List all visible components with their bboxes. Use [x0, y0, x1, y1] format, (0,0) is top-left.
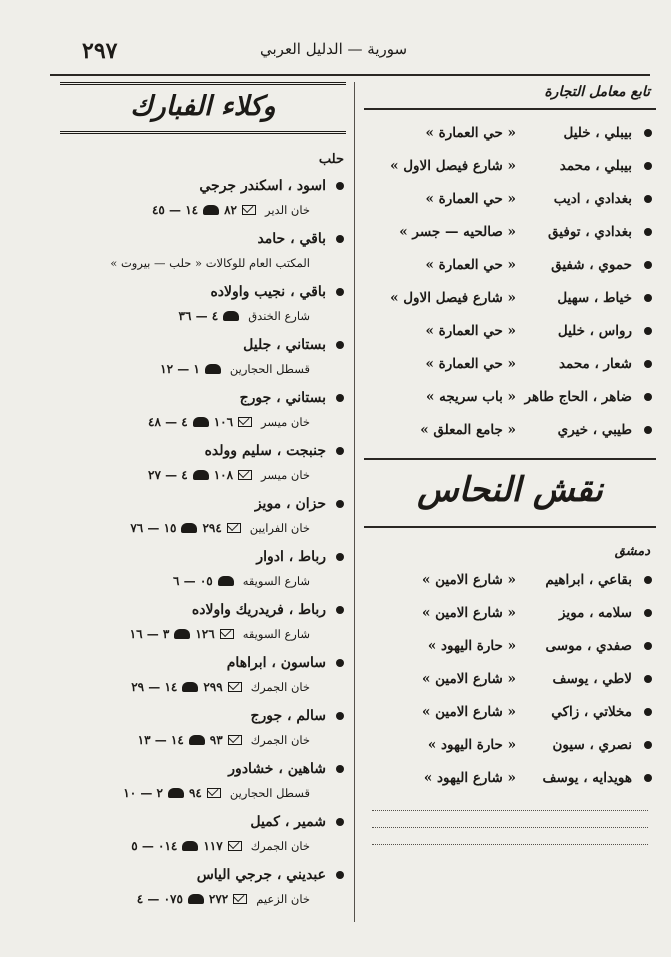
agent-detail-row	[60, 305, 346, 327]
entry-address: « شارع فيصل الاول »	[390, 289, 516, 306]
bullet-icon	[336, 606, 344, 614]
right-column	[364, 80, 656, 845]
phone-number: ٠٧٥ — ٤	[136, 892, 183, 906]
bullet-icon	[644, 774, 652, 782]
agent-name-row	[60, 225, 346, 252]
agent-name-row	[60, 702, 346, 729]
list-item	[364, 248, 656, 281]
entry-address: « شارع الامين »	[421, 571, 516, 588]
agent-detail-row	[60, 411, 346, 433]
po-box-number: ١٠٨	[213, 468, 234, 482]
agent-detail-row	[60, 782, 346, 804]
agent-address: خان الجمرك	[250, 839, 310, 853]
agent-address: شارع الخندق	[248, 309, 310, 323]
agent-address: قسطل الحجارين	[229, 362, 310, 376]
agent-address: المكتب العام للوكالات « حلب — بيروت »	[110, 256, 310, 270]
bullet-icon	[336, 394, 344, 402]
phone-icon	[181, 523, 197, 533]
list-item	[364, 662, 656, 695]
city-label-damascus: دمشق	[614, 544, 650, 559]
agent-entry	[60, 649, 346, 702]
agent-entry	[60, 384, 346, 437]
entry-name: لاطي ، يوسف	[552, 670, 632, 687]
list-item	[364, 728, 656, 761]
phone-number: ٤ — ٣٦	[178, 309, 219, 323]
section-rule	[364, 458, 656, 460]
phone-icon	[182, 682, 198, 692]
po-box-icon	[227, 523, 241, 533]
po-box-icon	[242, 205, 256, 215]
po-box-number: ١٢٦	[195, 627, 215, 641]
phone-number: ١٤ — ١٣	[137, 733, 184, 747]
list-item	[364, 629, 656, 662]
agent-name-row	[60, 278, 346, 305]
bullet-icon	[644, 642, 652, 650]
phone-number: ٤ — ٢٧	[148, 468, 188, 482]
entry-name: بغدادي ، توفيق	[548, 223, 632, 240]
entry-address: « صالحيه — جسر »	[399, 223, 516, 240]
agent-name: بستاني ، جليل	[243, 336, 326, 353]
entry-name: هويدايه ، يوسف	[542, 769, 632, 786]
list-item	[364, 761, 656, 794]
list-item	[364, 347, 656, 380]
entry-address: « جامع المعلق »	[420, 421, 516, 438]
po-box-number: ٨٢	[224, 203, 237, 217]
left-column	[60, 82, 346, 914]
bullet-icon	[336, 553, 344, 561]
bullet-icon	[336, 235, 344, 243]
list-item	[364, 380, 656, 413]
phone-icon	[218, 576, 234, 586]
bullet-icon	[336, 818, 344, 826]
dotted-line	[372, 827, 648, 828]
entry-name: نصري ، سيون	[552, 736, 632, 753]
list-item	[364, 215, 656, 248]
phone-icon	[223, 311, 239, 321]
bullet-icon	[644, 327, 652, 335]
agent-entry	[60, 755, 346, 808]
agent-name: رباط ، فريدريك واولاده	[191, 601, 326, 618]
section-title-copper-engraving: نقش النحاس	[417, 470, 603, 510]
agent-name: عبديني ، جرجي الياس	[196, 866, 326, 883]
list-item	[364, 695, 656, 728]
bullet-icon	[644, 675, 652, 683]
bullet-icon	[336, 288, 344, 296]
bullet-icon	[336, 500, 344, 508]
list-item	[364, 116, 656, 149]
entry-address: « شارع الامين »	[421, 703, 516, 720]
agent-address: خان الجمرك	[250, 733, 310, 747]
po-box-number: ٢٧٢	[208, 892, 229, 906]
agent-name: سالم ، جورج	[250, 707, 326, 724]
phone-number: ١ — ١٢	[160, 362, 200, 376]
entry-name: خياط ، سهيل	[557, 289, 632, 306]
list-item	[364, 314, 656, 347]
entry-name: مخلاتي ، زاكي	[551, 703, 632, 720]
page-header	[60, 38, 650, 68]
po-box-number: ٢٩٩	[203, 680, 223, 694]
list-item	[364, 182, 656, 215]
agent-entry	[60, 596, 346, 649]
po-box-icon	[238, 417, 252, 427]
heading-rule	[364, 108, 656, 110]
agent-entry	[60, 331, 346, 384]
bullet-icon	[644, 360, 652, 368]
agent-name: ساسون ، ابراهام	[226, 654, 326, 671]
bullet-icon	[336, 447, 344, 455]
po-box-icon	[228, 841, 242, 851]
entry-name: ضاهر ، الحاج طاهر	[524, 388, 632, 405]
agent-entry	[60, 543, 346, 596]
phone-icon	[174, 629, 190, 639]
running-title: سورية — الدليل العربي	[260, 40, 408, 58]
bullet-icon	[644, 708, 652, 716]
entry-name: صفدي ، موسى	[545, 637, 632, 654]
phone-number: ١٤ — ٤٥	[151, 203, 199, 217]
agent-entry	[60, 808, 346, 861]
agent-detail-row	[60, 252, 346, 274]
agent-entry	[60, 702, 346, 755]
agent-name: باقي ، نجيب واولاده	[210, 283, 326, 300]
bullet-icon	[644, 294, 652, 302]
bullet-icon	[644, 609, 652, 617]
agent-detail-row	[60, 888, 346, 910]
agent-entry	[60, 490, 346, 543]
agent-address: شارع السويقه	[242, 574, 310, 588]
entry-address: « شارع الامين »	[421, 604, 516, 621]
city-label-aleppo: حلب	[318, 152, 344, 167]
bullet-icon	[336, 659, 344, 667]
phone-icon	[168, 788, 184, 798]
phone-icon	[182, 841, 198, 851]
list-item	[364, 413, 656, 446]
agent-name-row	[60, 808, 346, 835]
bullet-icon	[644, 741, 652, 749]
list-item	[364, 596, 656, 629]
phone-number: ١٥ — ٧٦	[130, 521, 177, 535]
agent-name: باقي ، حامد	[257, 230, 326, 247]
bullet-icon	[336, 712, 344, 720]
bullet-icon	[644, 426, 652, 434]
po-box-icon	[228, 682, 242, 692]
po-box-number: ٩٣	[209, 733, 223, 747]
agent-name: حزان ، مويز	[254, 495, 326, 512]
entry-address: « حارة اليهود »	[427, 736, 516, 753]
phone-icon	[188, 894, 204, 904]
entry-name: حموي ، شفيق	[551, 256, 632, 273]
agent-address: خان الفرايين	[249, 521, 310, 535]
bullet-icon	[336, 341, 344, 349]
po-box-icon	[228, 735, 242, 745]
po-box-number: ١١٧	[203, 839, 223, 853]
phone-icon	[193, 417, 209, 427]
agent-name-row	[60, 331, 346, 358]
po-box-icon	[220, 629, 234, 639]
bullet-icon	[644, 576, 652, 584]
entry-address: « شارع اليهود »	[423, 769, 516, 786]
bullet-icon	[336, 182, 344, 190]
agent-name-row	[60, 490, 346, 517]
agent-name: اسود ، اسكندر جرجي	[199, 177, 326, 194]
entry-address: « باب سريجه »	[425, 388, 516, 405]
list-item	[364, 563, 656, 596]
agent-name-row	[60, 755, 346, 782]
entry-address: « حي العمارة »	[425, 190, 516, 207]
entry-name: بيبلي ، خليل	[563, 124, 632, 141]
phone-number: ٤ — ٤٨	[148, 415, 188, 429]
phone-icon	[203, 205, 219, 215]
agent-entry	[60, 225, 346, 278]
agent-address: خان الزعيم	[256, 892, 310, 906]
entry-address: « حارة اليهود »	[427, 637, 516, 654]
agent-detail-row	[60, 517, 346, 539]
entry-name: شعار ، محمد	[558, 355, 632, 372]
agent-name-row	[60, 543, 346, 570]
agent-name: بستاني ، جورج	[239, 389, 326, 406]
bullet-icon	[644, 129, 652, 137]
dotted-line	[372, 844, 648, 845]
agent-entry	[60, 437, 346, 490]
agent-name-row	[60, 384, 346, 411]
bullet-icon	[336, 871, 344, 879]
agent-name: رباط ، ادوار	[256, 548, 326, 565]
bullet-icon	[644, 261, 652, 269]
agent-detail-row	[60, 464, 346, 486]
entry-address: « شارع فيصل الاول »	[390, 157, 516, 174]
agent-detail-row	[60, 676, 346, 698]
agent-name-row	[60, 649, 346, 676]
page-number: ٢٩٧	[82, 38, 118, 64]
agent-name-row	[60, 172, 346, 199]
bullet-icon	[644, 393, 652, 401]
entry-name: بغدادي ، اديب	[553, 190, 632, 207]
bullet-icon	[644, 228, 652, 236]
phone-icon	[189, 735, 205, 745]
agent-detail-row	[60, 835, 346, 857]
po-box-icon	[207, 788, 221, 798]
list-item	[364, 281, 656, 314]
agent-name-row	[60, 437, 346, 464]
agent-detail-row	[60, 729, 346, 751]
section-heading-trade: تابع معامل التجارة	[544, 84, 650, 100]
header-rule	[50, 74, 650, 76]
phone-number: ٠١٤ — ٥	[131, 839, 178, 853]
entry-name: بيبلي ، محمد	[559, 157, 632, 174]
po-box-icon	[238, 470, 252, 480]
entry-name: طيبي ، خيري	[557, 421, 632, 438]
po-box-number: ١٠٦	[213, 415, 234, 429]
agent-detail-row	[60, 570, 346, 592]
agent-address: شارع السويقه	[242, 627, 310, 641]
agent-entry	[60, 172, 346, 225]
entry-address: « حي العمارة »	[425, 322, 516, 339]
agent-address: خان الجمرك	[250, 680, 310, 694]
entry-name: بقاعي ، ابراهيم	[545, 571, 632, 588]
agent-address: خان ميسر	[261, 415, 310, 429]
agent-detail-row	[60, 358, 346, 380]
phone-icon	[193, 470, 209, 480]
bullet-icon	[644, 195, 652, 203]
bullet-icon	[644, 162, 652, 170]
agent-detail-row	[60, 623, 346, 645]
trade-entries-list	[364, 116, 656, 446]
entry-address: « حي العمارة »	[425, 256, 516, 273]
entry-name: سلامه ، مويز	[558, 604, 632, 621]
po-box-number: ٢٩٤	[202, 521, 222, 535]
column-divider	[354, 82, 355, 922]
dotted-line	[372, 810, 648, 811]
list-item	[364, 149, 656, 182]
agent-detail-row	[60, 199, 346, 221]
entry-address: « حي العمارة »	[425, 124, 516, 141]
agent-name: شاهين ، خشادور	[228, 760, 326, 777]
bullet-icon	[336, 765, 344, 773]
entry-name: رواس ، خليل	[557, 322, 632, 339]
agent-name-row	[60, 596, 346, 623]
po-box-icon	[233, 894, 247, 904]
agent-address: قسطل الحجارين	[229, 786, 310, 800]
agent-address: خان ميسر	[261, 468, 310, 482]
agent-name-row	[60, 861, 346, 888]
entry-address: « حي العمارة »	[425, 355, 516, 372]
phone-number: ١٤ — ٢٩	[131, 680, 178, 694]
agent-entry	[60, 278, 346, 331]
phone-icon	[205, 364, 221, 374]
phone-number: ٣ — ١٦	[129, 627, 170, 641]
agent-entry	[60, 861, 346, 914]
phone-number: ٠٥ — ٦	[173, 574, 213, 588]
agent-name: شمير ، كميل	[250, 813, 326, 830]
section-title-fabric-agents: وكلاء الفبارك	[60, 82, 346, 134]
agents-list	[60, 172, 346, 914]
agent-name: جنبجت ، سليم وولده	[204, 442, 326, 459]
phone-number: ٢ — ١٠	[123, 786, 163, 800]
copper-entries-list	[364, 563, 656, 794]
entry-address: « شارع الامين »	[421, 670, 516, 687]
agent-address: خان الدير	[265, 203, 310, 217]
po-box-number: ٩٤	[188, 786, 202, 800]
